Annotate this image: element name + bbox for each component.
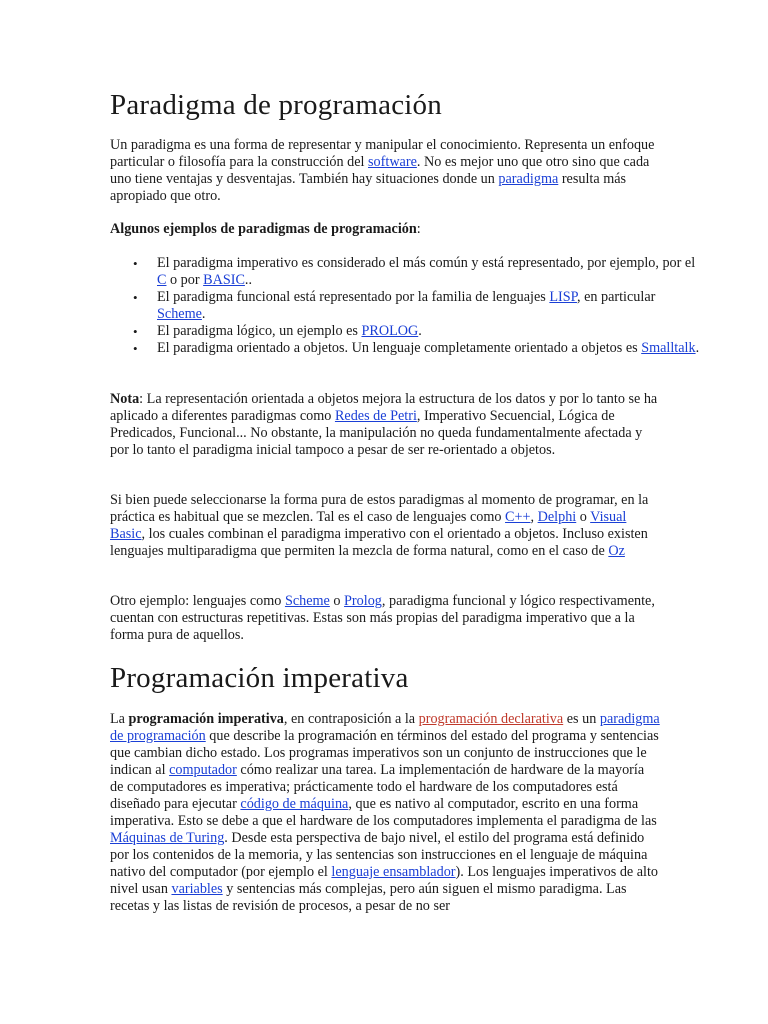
text: ,	[530, 509, 538, 525]
text: El paradigma lógico, un ejemplo es	[157, 323, 362, 339]
text: Si bien puede seleccionarse la forma pura de estos paradigmas al momento de programar, en la práctica es habitual que se mezclen. Tal es el caso de lenguajes como	[110, 492, 649, 525]
link-computador[interactable]: computador	[169, 762, 237, 778]
text: Otro ejemplo: lenguajes como	[110, 593, 285, 609]
link-programacion-declarativa[interactable]: programación declarativa	[418, 711, 564, 727]
text: , en particular	[576, 289, 656, 305]
mezcla-paragraph	[110, 492, 660, 560]
text: cómo realizar una tarea. La implementación de hardware de la mayoría de computadores es imperativa; prácticamente todo el hardware de los computadores está diseñado para ejecutar	[110, 762, 645, 812]
section-title-imperativa: Programación imperativa	[110, 662, 409, 694]
link-maquinas-de-turing[interactable]: Máquinas de Turing	[110, 830, 225, 846]
link-prolog[interactable]: PROLOG	[361, 323, 419, 339]
link-scheme-2[interactable]: Scheme	[284, 593, 330, 609]
text: resulta más apropiado que otro.	[110, 171, 627, 204]
link-lisp[interactable]: LISP	[549, 289, 577, 305]
text: ). Los lenguajes imperativos de alto nivel usan	[110, 864, 659, 897]
nota-paragraph	[110, 391, 660, 459]
list-item	[133, 323, 707, 340]
link-basic[interactable]: BASIC	[203, 272, 245, 288]
text: :	[416, 221, 421, 237]
text: .	[201, 306, 206, 322]
text: . No es mejor uno que otro sino que cada uno tiene ventajas y desventajas. También hay situaciones donde un	[110, 154, 650, 187]
text: , Imperativo Secuencial, Lógica de Predicados, Funcional... No obstante, la manipulación no queda fundamentalmente afectada y por lo tanto el paradigma inicial tampoco a pesar de ser re-orientado a objetos.	[110, 408, 643, 458]
link-paradigma-de-programacion[interactable]: paradigma de programación	[110, 711, 660, 744]
text: o	[576, 509, 591, 525]
text: La	[110, 711, 129, 727]
text: es un	[563, 711, 600, 727]
intro-paragraph	[110, 137, 660, 205]
text: , paradigma funcional y lógico respectivamente, cuentan con estructuras repetitivas. Estas son más propias del paradigma imperativo que a la forma pura de aquellos.	[110, 593, 655, 643]
examples-heading	[110, 221, 660, 238]
list-item	[133, 340, 707, 357]
link-delphi[interactable]: Delphi	[537, 509, 577, 525]
bullet: •	[133, 256, 138, 271]
nota-label: Nota	[110, 391, 140, 407]
link-c[interactable]: C	[157, 272, 167, 288]
examples-heading-text: Algunos ejemplos de paradigmas de programación	[110, 221, 417, 237]
text: , los cuales combinan el paradigma imperativo con el orientado a objetos. Incluso existen lenguajes multiparadigma que permiten la mezcla de forma natural, como en el caso de	[110, 526, 648, 559]
link-redes-de-petri[interactable]: Redes de Petri	[334, 408, 417, 424]
bullet: •	[133, 341, 138, 356]
link-lenguaje-ensamblador[interactable]: lenguaje ensamblador	[331, 864, 456, 880]
otro-ejemplo-paragraph	[110, 593, 660, 644]
link-variables[interactable]: variables	[171, 881, 223, 897]
section-title-paradigma: Paradigma de programación	[110, 89, 442, 121]
text: o por	[166, 272, 204, 288]
text: El paradigma imperativo es considerado el más común y está representado, por ejemplo, por el	[157, 255, 696, 271]
text: : La representación orientada a objetos mejora la estructura de los datos y por lo tanto se ha aplicado a diferentes paradigmas como	[110, 391, 658, 424]
text: .	[418, 323, 422, 339]
text: .	[695, 340, 700, 356]
link-codigo-de-maquina[interactable]: código de máquina	[240, 796, 349, 812]
bullet: •	[133, 290, 138, 305]
text: , en contraposición a la	[283, 711, 419, 727]
text: El paradigma orientado a objetos. Un lenguaje completamente orientado a objetos es	[157, 340, 642, 356]
link-oz[interactable]: Oz	[608, 543, 625, 559]
link-prolog-2[interactable]: Prolog	[344, 593, 382, 609]
link-scheme[interactable]: Scheme	[157, 306, 202, 322]
bold-term: programación imperativa	[128, 711, 284, 727]
examples-list	[110, 255, 707, 357]
imperativa-paragraph	[110, 711, 660, 915]
text: Un paradigma es una forma de representar y manipular el conocimiento. Representa un enfoque particular o filosofía para la construcción del	[110, 137, 655, 170]
text: que describe la programación en términos del estado del programa y sentencias que cambian dicho estado. Los programas imperativos son un conjunto de instrucciones que le indican al	[110, 728, 659, 778]
link-cpp[interactable]: C++	[505, 509, 531, 525]
link-software[interactable]: software	[368, 154, 417, 170]
text: , que es nativo al computador, escrito en una forma imperativa. Esto se debe a que el hardware de los computadores implementa el paradigma de las	[110, 796, 657, 829]
text: El paradigma funcional está representado por la familia de lenguajes	[157, 289, 550, 305]
list-item	[133, 289, 707, 323]
link-visual-basic[interactable]: Visual Basic	[110, 509, 627, 542]
link-paradigma[interactable]: paradigma	[498, 171, 559, 187]
text: y sentencias más complejas, pero aún siguen el mismo paradigma. Las recetas y las listas de revisión de procesos, a pesar de no ser	[110, 881, 627, 914]
bullet: •	[133, 324, 138, 339]
text: o	[329, 593, 345, 609]
text: . Desde esta perspectiva de bajo nivel, el estilo del programa está definido por los contenidos de la memoria, y las sentencias son instrucciones en el lenguaje de máquina nativo del computador (por ejemplo el	[110, 830, 648, 880]
list-item	[133, 255, 707, 289]
text: ..	[244, 272, 253, 288]
link-smalltalk[interactable]: Smalltalk	[641, 340, 696, 356]
